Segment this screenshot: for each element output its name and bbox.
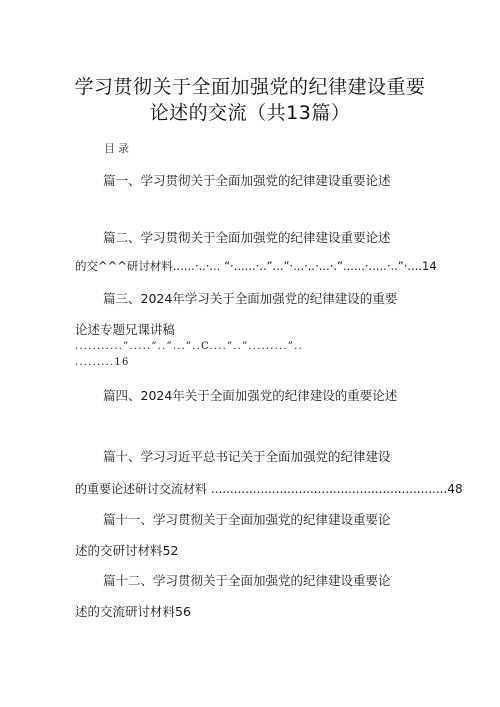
toc-entry-3-page: .........16: [75, 357, 130, 368]
toc-entry-1: 篇一、学习贯彻关于全面加强党的纪律建设重要论述: [103, 173, 391, 188]
document-title-line-2: 论述的交流（共13篇）: [149, 102, 351, 124]
toc-label: 目录: [104, 142, 132, 155]
toc-entry-3-leader: ...........”.....”..”...”..C....”..”.........”..: [75, 341, 303, 352]
toc-entry-3-continuation: 论述专题兄课讲稿: [75, 322, 176, 337]
toc-entry-12-continuation: 述的交流研讨材料56: [75, 604, 191, 619]
toc-entry-11: 篇十一、学习贯彻关于全面加强党的纪律建设重要论: [103, 512, 391, 527]
toc-entry-2-continuation: 的交^^^研讨材料......·..·... “·......·..”...”·...·..·...·.”......·.....·..”·....14: [75, 259, 437, 273]
toc-entry-10-continuation: 的重要论述研讨交流材料 ..............................................................48: [75, 482, 463, 496]
toc-entry-2: 篇二、学习贯彻关于全面加强党的纪律建设重要论述: [103, 230, 391, 245]
toc-entry-10: 篇十、学习习近平总书记关于全面加强党的纪律建设: [103, 449, 391, 464]
toc-entry-4: 篇四、2024年关于全面加强党的纪律建设的重要论述: [103, 388, 398, 403]
toc-entry-3: 篇三、2024年学习关于全面加强党的纪律建设的重要: [103, 291, 398, 306]
toc-entry-12: 篇十二、学习贯彻关于全面加强党的纪律建设重要论: [103, 573, 391, 588]
toc-entry-11-continuation: 述的交研讨材料52: [75, 543, 179, 558]
document-title-line-1: 学习贯彻关于全面加强党的纪律建设重要: [74, 76, 426, 98]
